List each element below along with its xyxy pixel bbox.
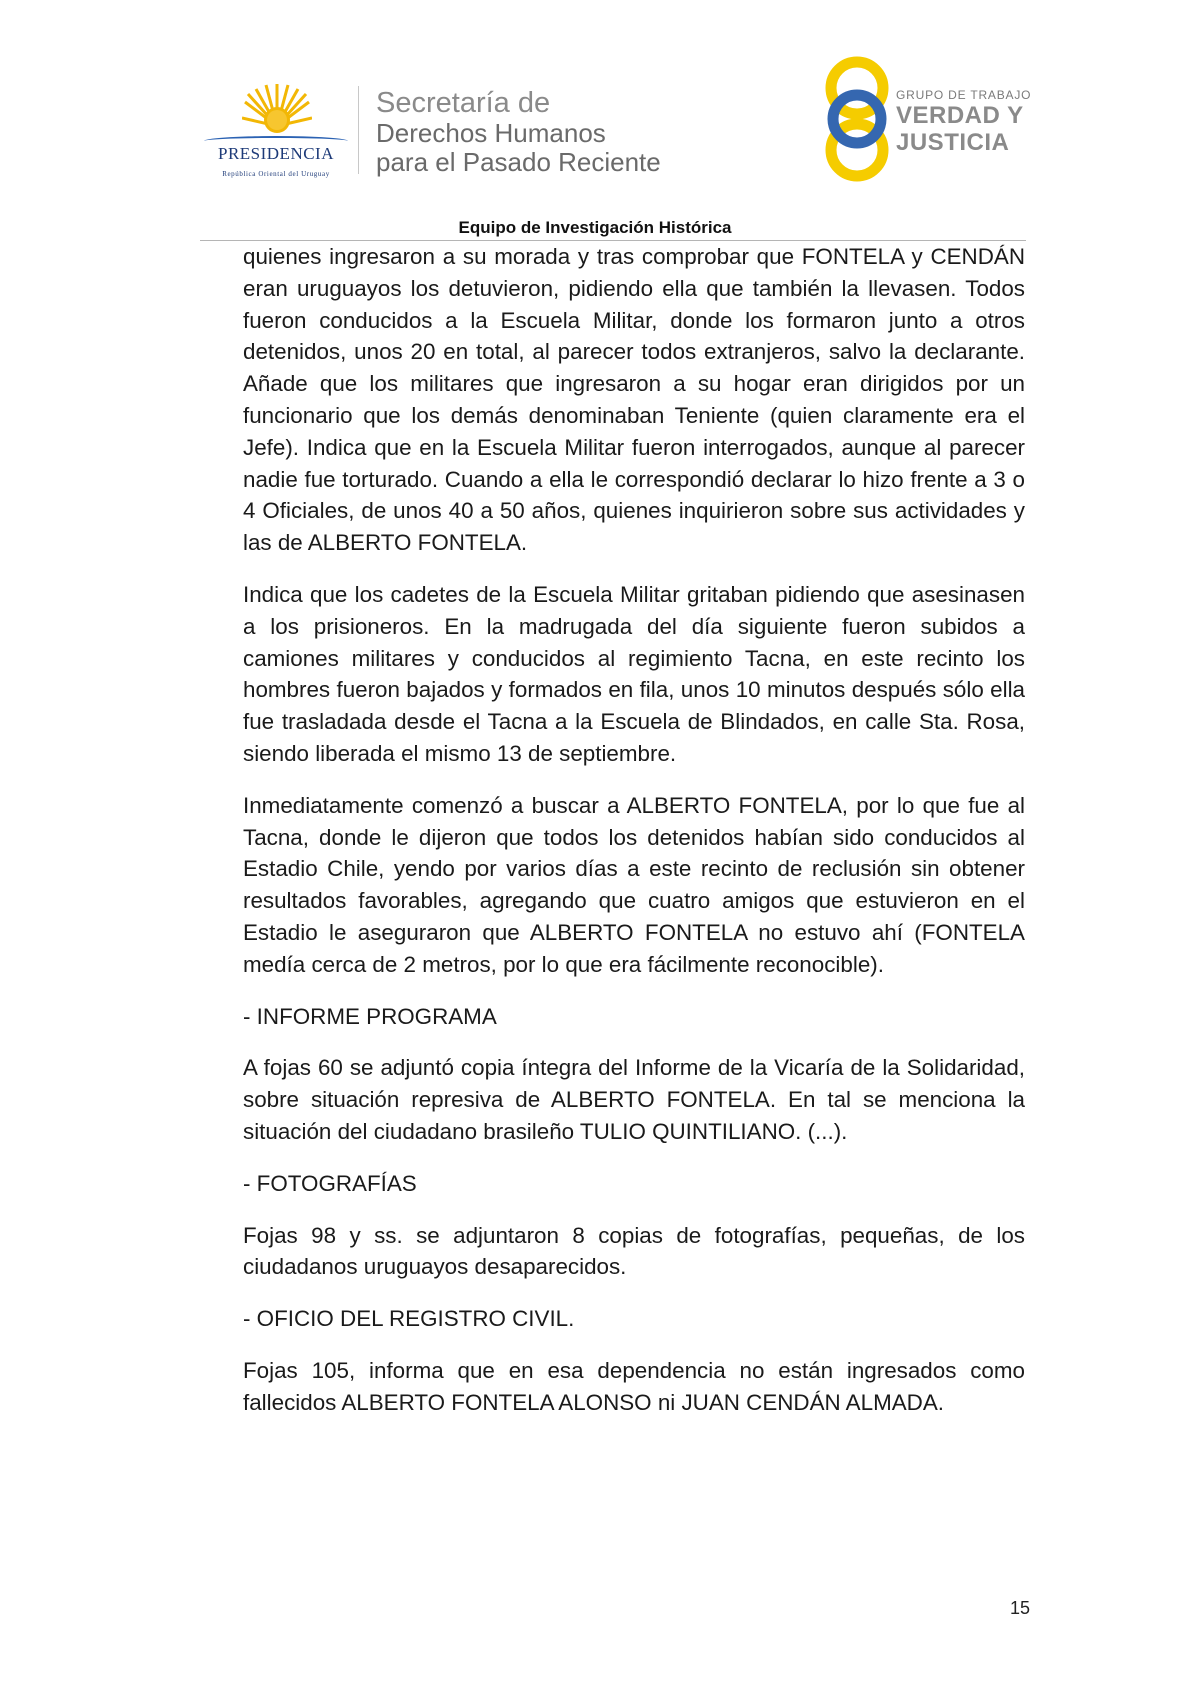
grupo-verdad-justicia-logo: [820, 56, 1040, 182]
section-heading-oficio: - OFICIO DEL REGISTRO CIVIL.: [243, 1306, 575, 1332]
paragraph-5: Fojas 98 y ss. se adjuntaron 8 copias de fotografías, pequeñas, de los ciudadanos uruguayos desaparecidos.: [243, 1222, 1025, 1280]
section-heading-fotografias: - FOTOGRAFÍAS: [243, 1170, 417, 1196]
secretaria-logo: [376, 88, 661, 177]
grupo-small-label: GRUPO DE TRABAJO: [896, 88, 1032, 102]
rings-icon: [820, 56, 894, 182]
sun-icon: [242, 80, 312, 140]
paragraph-2: Indica que los cadetes de la Escuela Militar gritaban pidiendo que asesinasen a los prisioneros. En la madrugada del día siguiente fueron subidos a camiones militares y conducidos al regimiento Tacna, en este recinto los hombres fueron bajados y formados en fila, unos 10 minutos después sólo ella fue trasladada desde el Tacna a la Escuela de Blindados, en calle Sta. Rosa, siendo liberada el mismo 13 de septiembre.: [243, 581, 1025, 766]
page-header: [0, 0, 1190, 240]
paragraph-4: A fojas 60 se adjuntó copia íntegra del Informe de la Vicaría de la Solidaridad, sobre situación represiva de ALBERTO FONTELA. En tal se menciona la situación del ciudadano brasileño TULIO QUINTILIANO. (...).: [243, 1055, 1025, 1144]
secretaria-line-1: Secretaría de: [376, 87, 551, 119]
grupo-justicia: JUSTICIA: [896, 129, 1010, 156]
paragraph-1: quienes ingresaron a su morada y tras comprobar que FONTELA y CENDÁN eran uruguayos los detuvieron, pidiendo ella que también la llevasen. Todos fueron conducidos a la Escuela Militar, donde los formaron junto a otros detenidos, unos 20 en total, al parecer todos extranjeros, salvo la declarante. Añade que los militares que ingresaron a su hogar eran dirigidos por un funcionario que los demás denominaban Teniente (quien claramente era el Jefe). Indica que en la Escuela Militar fueron interrogados, aunque al parecer nadie fue torturado. Cuando a ella le correspondió declarar lo hizo frente a 3 o 4 Oficiales, de unos 40 a 50 años, quienes inquirieron sobre sus actividades y las de ALBERTO FONTELA.: [243, 244, 1025, 556]
secretaria-line-2: Derechos Humanos: [376, 118, 606, 148]
secretaria-line-3: para el Pasado Reciente: [376, 147, 661, 177]
presidencia-subtitle: República Oriental del Uruguay: [222, 170, 330, 178]
paragraph-6: Fojas 105, informa que en esa dependencia no están ingresados como fallecidos ALBERTO FONTELA ALONSO ni JUAN CENDÁN ALMADA.: [243, 1357, 1025, 1415]
presidencia-logo: [196, 80, 356, 180]
presidencia-name: PRESIDENCIA: [217, 144, 334, 163]
logo-divider: [358, 86, 359, 174]
document-body: [243, 241, 1025, 1439]
team-title: Equipo de Investigación Histórica: [458, 218, 732, 237]
page-number: 15: [1009, 1598, 1030, 1618]
section-heading-informe: - INFORME PROGRAMA: [243, 1003, 497, 1029]
paragraph-3: Inmediatamente comenzó a buscar a ALBERTO FONTELA, por lo que fue al Tacna, donde le dijeron que todos los detenidos habían sido conducidos al Estadio Chile, yendo por varios días a este recinto de reclusión sin obtener resultados favorables, agregando que cuatro amigos que estuvieron en el Estadio le aseguraron que ALBERTO FONTELA no estuvo ahí (FONTELA medía cerca de 2 metros, por lo que era fácilmente reconocible).: [243, 792, 1025, 977]
grupo-text: [896, 88, 1031, 156]
grupo-verdad: VERDAD Y: [896, 102, 1024, 129]
